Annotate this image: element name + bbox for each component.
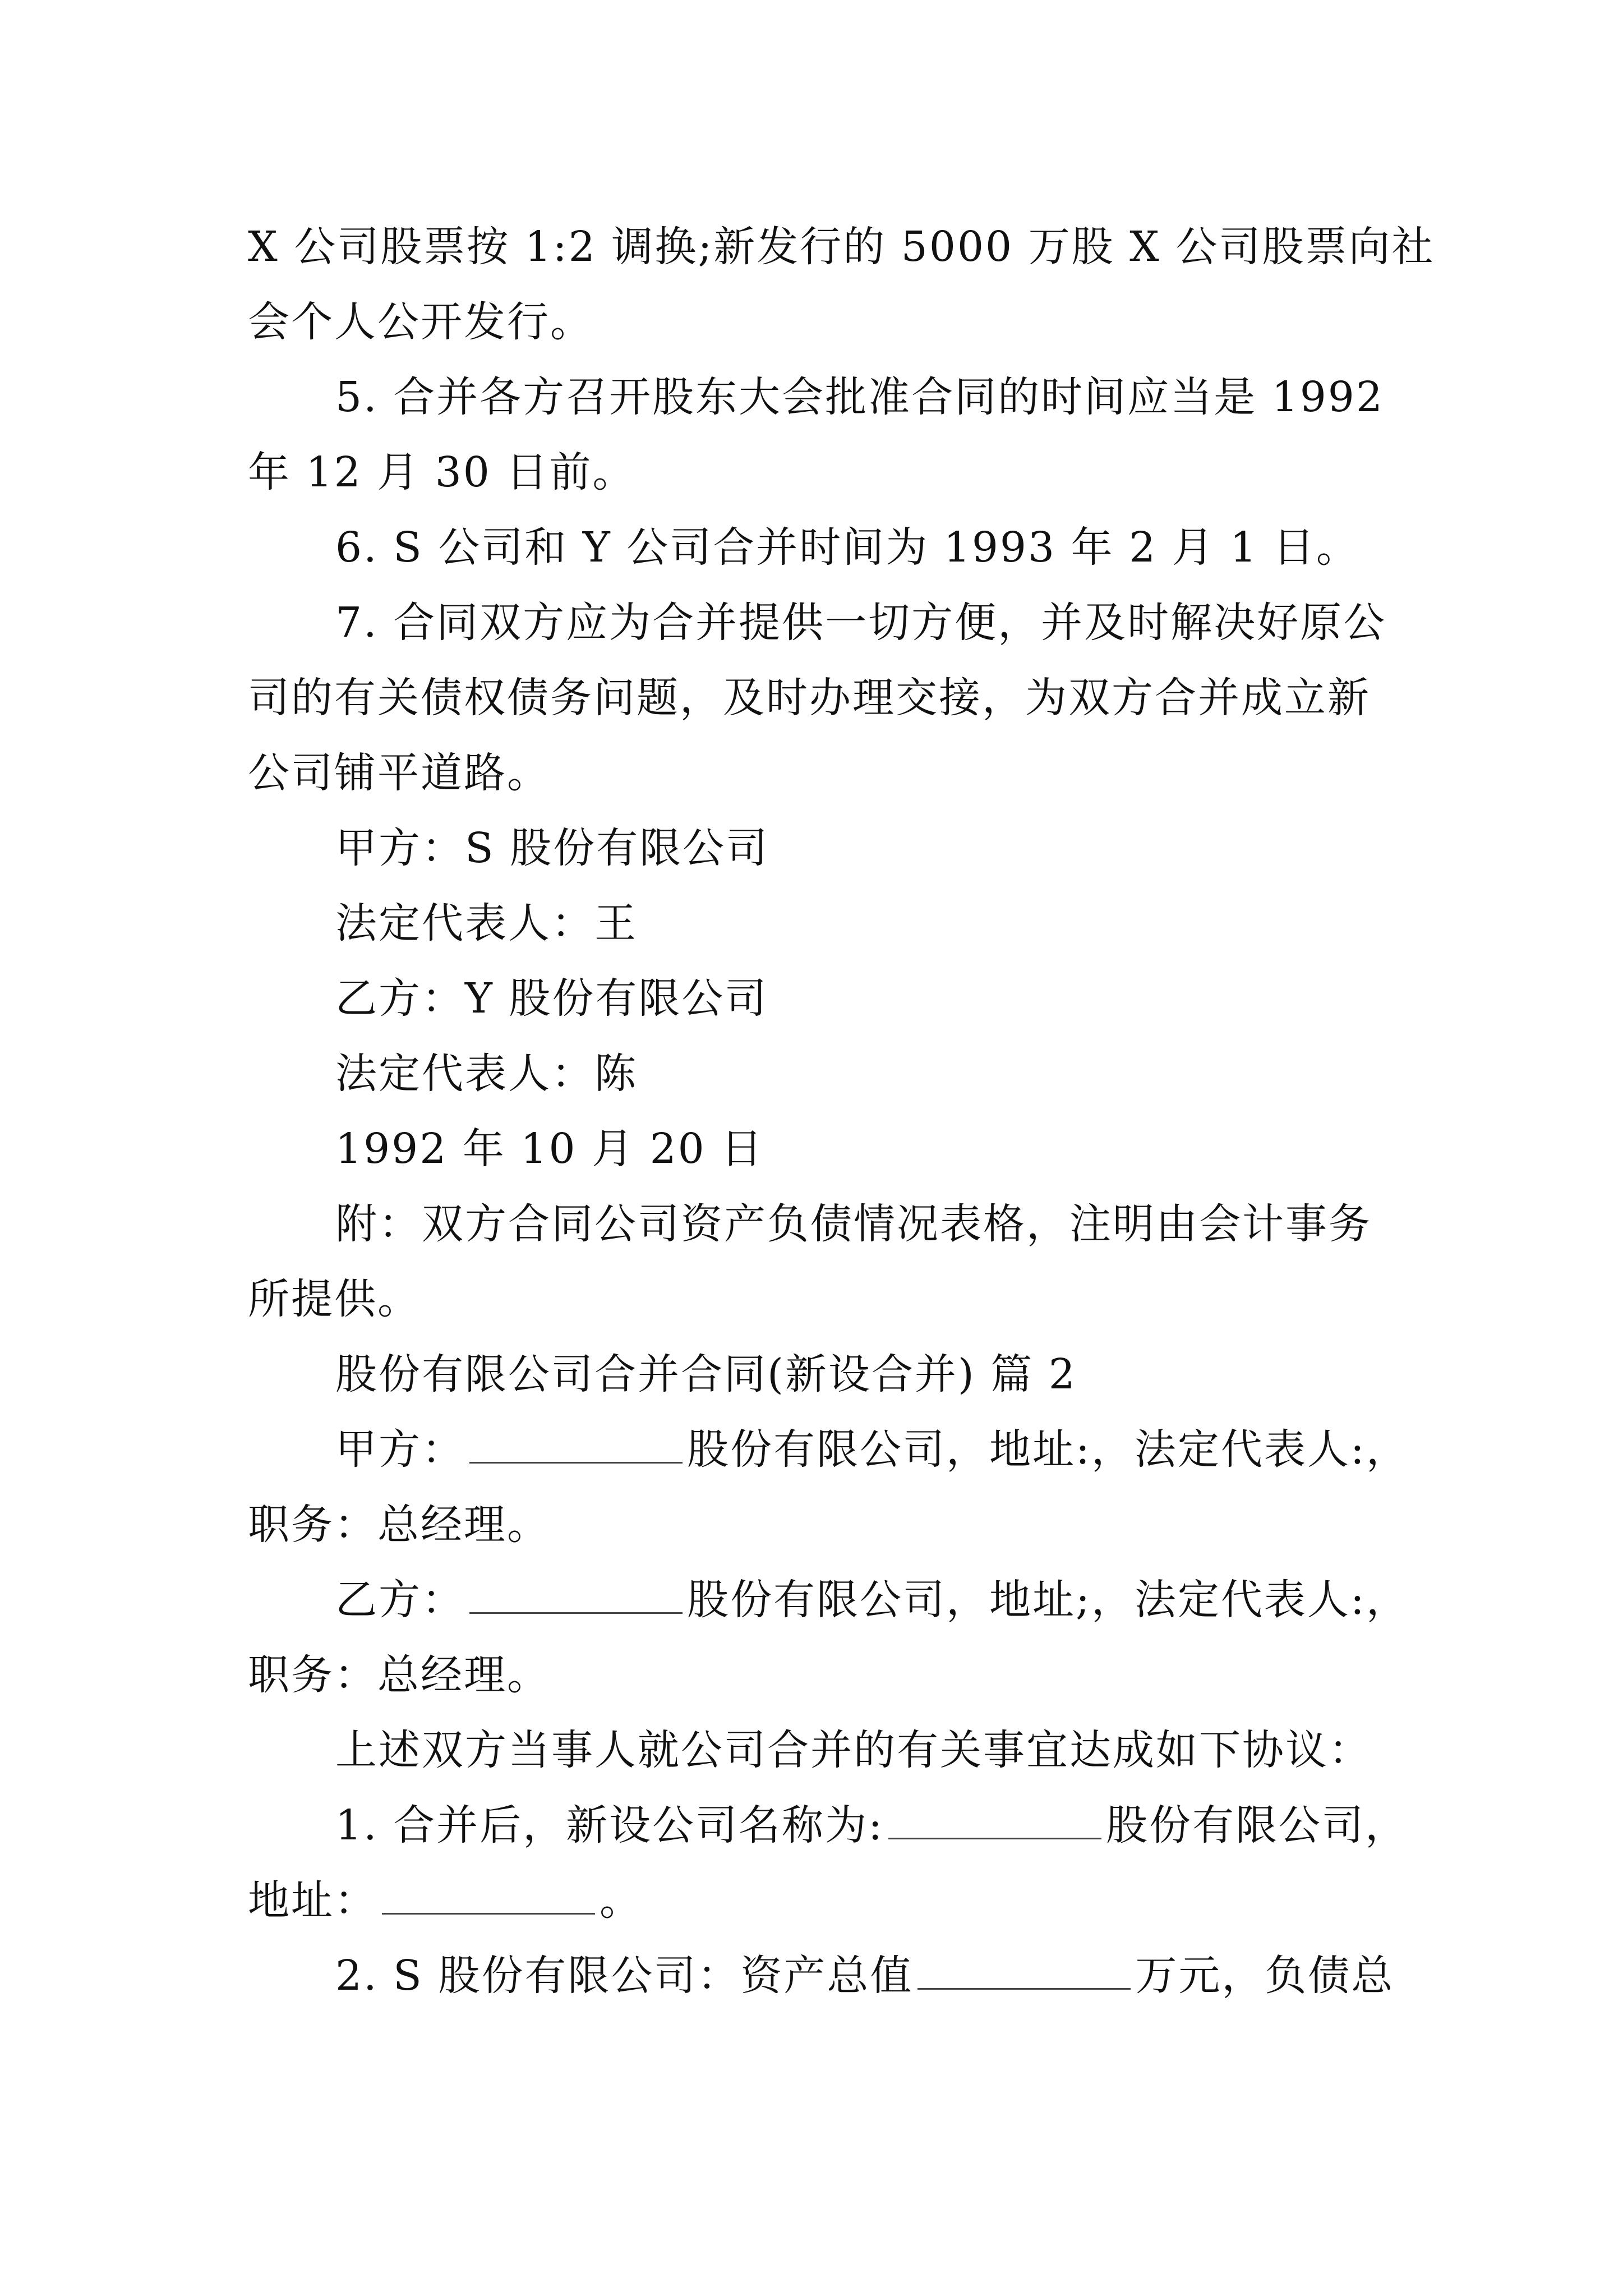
clause-1 (335, 1797, 1408, 1853)
party-a-signature: 甲方：S 股份有限公司 (335, 824, 769, 872)
clause-7: 7. 合同双方应为合并提供一切方便，并及时解决好原公 (335, 599, 1387, 647)
clause-1-prefix: 1. 合并后，新设公司名称为: (335, 1801, 884, 1849)
clause-5: 5. 合并各方召开股东大会批准合同的时间应当是 1992 (335, 373, 1384, 421)
clause-2 (335, 1948, 1394, 2004)
text-line: 所提供。 (248, 1275, 421, 1323)
party-a-label: 甲方： (335, 1425, 465, 1474)
party-b-label: 乙方： (335, 1576, 465, 1624)
clause-1-suffix: 股份有限公司， (1106, 1801, 1409, 1849)
text-line: 年 12 月 30 日前。 (248, 448, 636, 496)
clause-2-suffix: 万元，负债总 (1135, 1952, 1395, 2000)
party-a-line (335, 1421, 1409, 1478)
clause-1-address (248, 1872, 643, 1929)
party-b-signature: 乙方：Y 股份有限公司 (335, 974, 768, 1023)
party-a-representative: 法定代表人：王 (335, 899, 638, 947)
party-a-title: 职务：总经理。 (248, 1501, 550, 1549)
party-b-suffix: 股份有限公司，地址;，法定代表人:， (687, 1576, 1409, 1624)
new-company-name-blank[interactable] (888, 1798, 1101, 1839)
signing-date: 1992 年 10 月 20 日 (335, 1125, 764, 1173)
address-label: 地址： (248, 1876, 377, 1925)
clause-6: 6. S 公司和 Y 公司合并时间为 1993 年 2 月 1 日。 (335, 523, 1359, 572)
address-suffix: 。 (600, 1876, 643, 1925)
clause-2-prefix: 2. S 股份有限公司：资产总值 (335, 1952, 914, 2000)
appendix-note: 附：双方合同公司资产负债情况表格，注明由会计事务 (335, 1200, 1372, 1248)
address-blank[interactable] (382, 1874, 595, 1915)
party-a-name-blank[interactable] (469, 1423, 683, 1464)
text-line: 会个人公开发行。 (248, 298, 593, 346)
party-b-name-blank[interactable] (469, 1573, 683, 1614)
party-b-title: 职务：总经理。 (248, 1651, 550, 1699)
section-heading: 股份有限公司合并合同(新设合并) 篇 2 (335, 1350, 1077, 1398)
text-line: 公司铺平道路。 (248, 749, 550, 797)
text-line: 司的有关债权债务问题，及时办理交接，为双方合并成立新 (248, 674, 1371, 722)
agreement-intro: 上述双方当事人就公司合并的有关事宜达成如下协议： (335, 1726, 1372, 1774)
party-b-line (335, 1572, 1409, 1628)
party-b-representative: 法定代表人：陈 (335, 1050, 638, 1098)
text-line: X 公司股票按 1:2 调换;新发行的 5000 万股 X 公司股票向社 (248, 223, 1435, 271)
party-a-suffix: 股份有限公司，地址:，法定代表人:， (687, 1425, 1409, 1474)
total-assets-blank[interactable] (917, 1949, 1131, 1990)
